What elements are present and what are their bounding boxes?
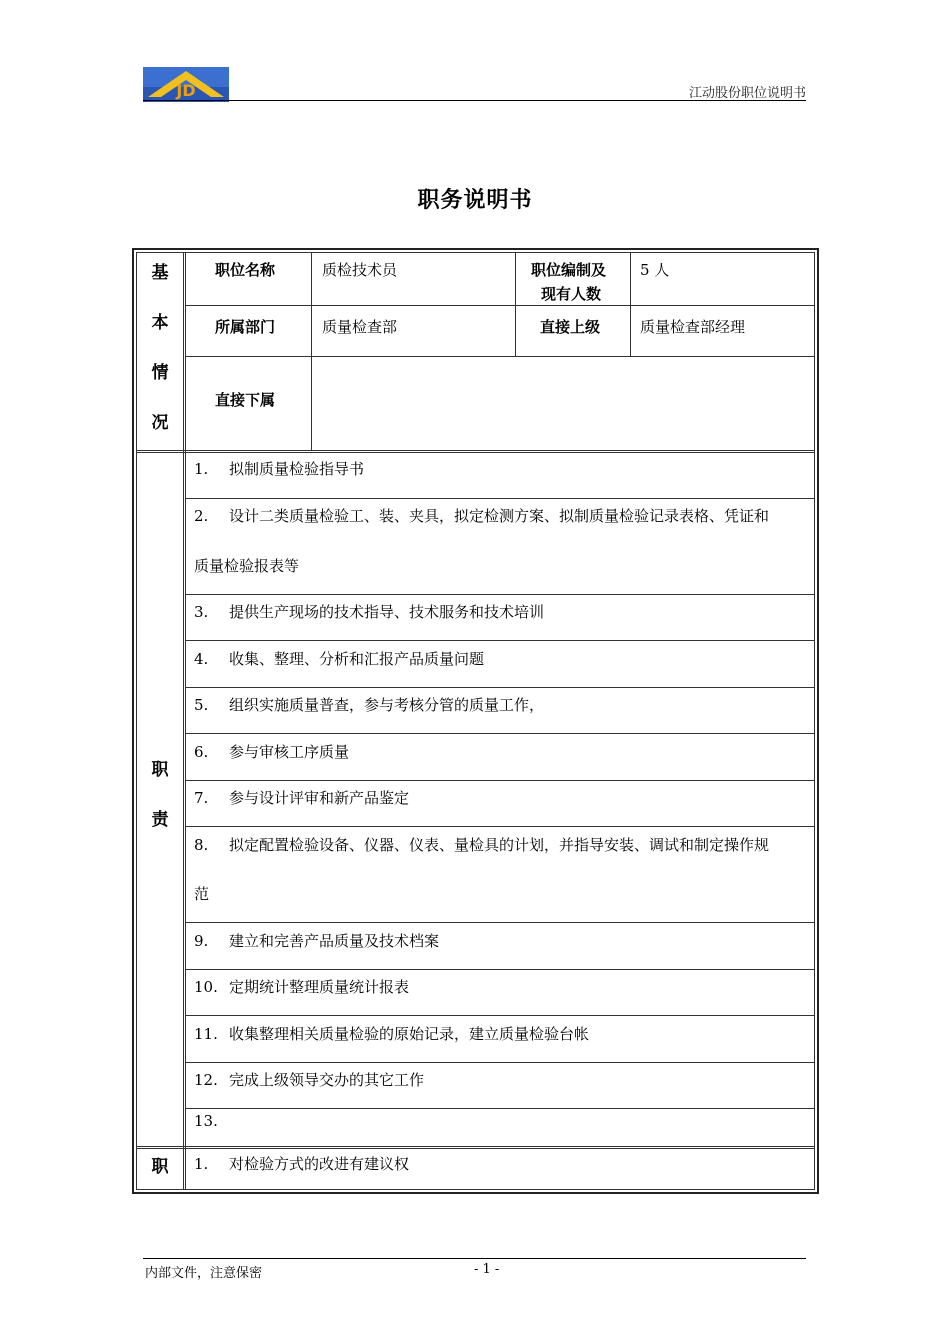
duty-item-9: [194, 930, 439, 951]
duty-num: 10.: [194, 978, 218, 996]
basic-section-char-2: 本: [151, 313, 169, 333]
duty-num: 1.: [194, 460, 209, 478]
duty-row-line: [186, 498, 814, 499]
duty-num: 12.: [194, 1071, 218, 1089]
duty-item-10: [194, 976, 409, 997]
duty-text: 参与审核工序质量: [229, 743, 350, 761]
duty-item-13: [194, 1112, 229, 1130]
duty-text: 设计二类质量检验工、装、夹具，拟定检测方案、拟制质量检验记录表格、凭证和: [229, 507, 770, 525]
table-inner-left: [136, 252, 137, 1189]
duty-row-line: [186, 640, 814, 641]
table-inner-top: [136, 252, 815, 253]
basic-section-char-3: 情: [151, 363, 169, 383]
authority-text: 对检验方式的改进有建议权: [229, 1155, 410, 1173]
page-title: 职务说明书: [417, 188, 533, 213]
authority-item-1: [194, 1153, 409, 1174]
basic-section-char-4: 况: [151, 413, 169, 433]
duty-row-line: [186, 687, 814, 688]
duty-item-4: [194, 648, 484, 669]
duty-num: 4.: [194, 650, 209, 668]
duty-text: 组织实施质量普查，参与考核分管的质量工作，: [229, 696, 545, 714]
table-inner-right: [814, 252, 815, 1189]
duties-section-bottom: [136, 1146, 815, 1149]
basic-divider-3: [630, 252, 631, 356]
duty-row-line: [186, 780, 814, 781]
duty-item-8: [194, 834, 769, 855]
basic-row-line-2: [186, 356, 814, 357]
header-doc-title: 江动股份职位说明书: [688, 86, 806, 101]
logo-text: JD: [176, 81, 196, 100]
header-rule: [143, 100, 806, 101]
duties-section-char-1: 职: [151, 760, 169, 780]
basic-divider-1: [311, 252, 312, 450]
duty-num: 7.: [194, 789, 209, 807]
duty-num: 8.: [194, 836, 209, 854]
headcount-label-line2: 现有人数: [541, 285, 602, 303]
duty-row-line: [186, 1108, 814, 1109]
duty-row-line: [186, 594, 814, 595]
duty-num: 11.: [194, 1025, 218, 1043]
authority-section-char: 职: [151, 1157, 169, 1177]
duties-section-char-2: 责: [151, 810, 169, 830]
duty-num: 5.: [194, 696, 209, 714]
footer-confidential-note: 内部文件，注意保密: [145, 1266, 263, 1281]
footer-page-number: - 1 -: [474, 1262, 500, 1277]
supervisor-label: 直接上级: [540, 318, 601, 336]
duty-num: 9.: [194, 932, 209, 950]
duty-row-line: [186, 922, 814, 923]
duty-text: 收集、整理、分析和汇报产品质量问题: [229, 650, 485, 668]
duty-item-8-cont: 范: [194, 885, 210, 903]
basic-section-char-1: 基: [151, 263, 169, 283]
basic-section-bottom: [136, 450, 815, 453]
duty-text: 收集整理相关质量检验的原始记录，建立质量检验台帐: [229, 1025, 590, 1043]
basic-row-line-1: [186, 305, 814, 306]
duty-text: 建立和完善产品质量及技术档案: [229, 932, 440, 950]
duty-num: 6.: [194, 743, 209, 761]
headcount-label-line1: 职位编制及: [531, 261, 607, 279]
duty-row-line: [186, 1062, 814, 1063]
footer-rule: [143, 1258, 806, 1259]
duty-item-2-cont: 质量检验报表等: [194, 557, 300, 575]
duty-row-line: [186, 969, 814, 970]
duty-item-7: [194, 787, 409, 808]
duty-num: 2.: [194, 507, 209, 525]
duty-text: 提供生产现场的技术指导、技术服务和技术培训: [229, 603, 545, 621]
duty-text: 拟制质量检验指导书: [229, 460, 365, 478]
supervisor-value: 质量检查部经理: [640, 318, 746, 336]
duty-row-line: [186, 826, 814, 827]
company-logo: [143, 67, 229, 102]
duty-num: 13.: [194, 1112, 218, 1130]
headcount-value: 5 人: [640, 261, 670, 279]
duty-item-12: [194, 1069, 424, 1090]
position-name-value: 质检技术员: [322, 261, 398, 279]
table-inner-bottom: [136, 1189, 815, 1190]
duty-item-1: [194, 458, 364, 479]
duty-item-6: [194, 741, 349, 762]
department-label: 所属部门: [215, 318, 276, 336]
duty-row-line: [186, 1015, 814, 1016]
subordinates-label: 直接下属: [215, 391, 276, 409]
basic-divider-2: [515, 252, 516, 356]
duty-text: 参与设计评审和新产品鉴定: [229, 789, 410, 807]
section-column-divider: [183, 252, 186, 1189]
department-value: 质量检查部: [322, 318, 398, 336]
duty-text: 拟定配置检验设备、仪器、仪表、量检具的计划，并指导安装、调试和制定操作规: [229, 836, 770, 854]
duty-text: 完成上级领导交办的其它工作: [229, 1071, 425, 1089]
duty-item-2: [194, 505, 769, 526]
duty-row-line: [186, 733, 814, 734]
authority-num: 1.: [194, 1155, 209, 1173]
position-name-label: 职位名称: [215, 261, 276, 279]
duty-num: 3.: [194, 603, 209, 621]
duty-item-3: [194, 601, 544, 622]
duty-item-5: [194, 694, 544, 715]
duty-item-11: [194, 1023, 589, 1044]
duty-text: 定期统计整理质量统计报表: [229, 978, 410, 996]
